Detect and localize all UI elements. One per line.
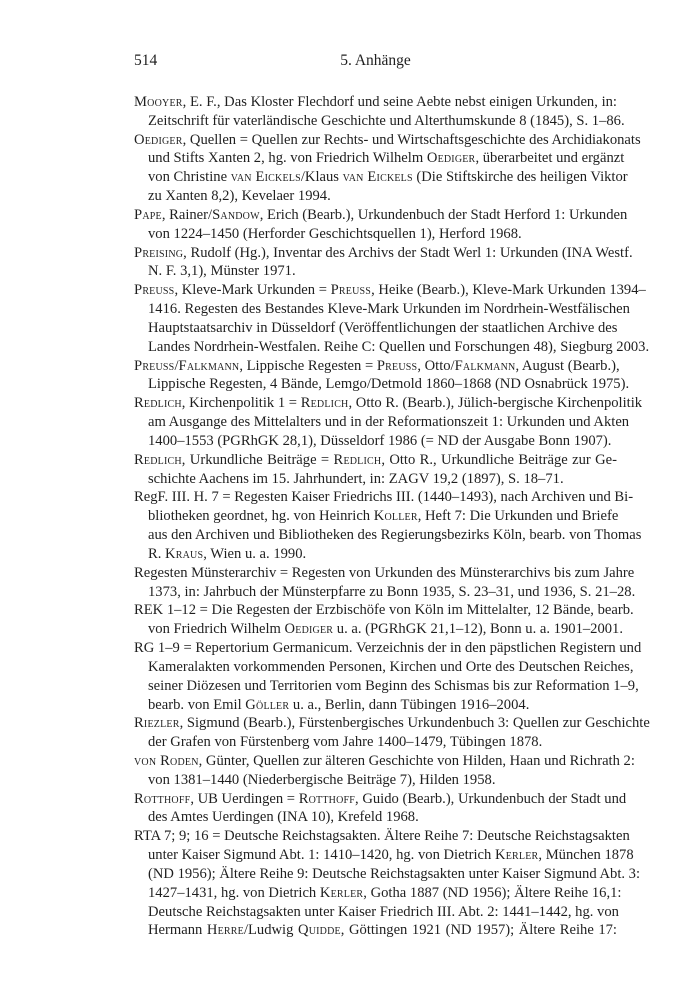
entry-continuation-line [134,865,641,884]
entry-text: , Lippische Regesten = [239,357,377,374]
author-name: van Eickels [230,169,301,186]
entry-text: /Ludwig [243,922,298,939]
bibliography-entry [134,244,633,282]
entry-first-line [134,564,635,583]
entry-first-line [134,206,628,225]
author-name: Koller [373,508,418,525]
entry-continuation-line [134,846,634,865]
entry-continuation-line [134,375,630,394]
entry-text: , Quellen = Quellen zur Rechts- und Wirtschaftsgeschichte des Archidiakonats [182,131,641,148]
bibliography-entry [134,601,634,639]
entry-continuation-line [134,921,617,940]
author-name: Oediger [134,131,183,148]
entry-continuation-line [134,413,630,432]
entry-text: /Klaus [300,169,343,186]
entry-text: RegF. III. H. 7 = Regesten Kaiser Friedrichs III. (1440–1493), nach Archiven und Bi- [134,489,634,506]
entry-text: zu Xanten 8,2), Kevelaer 1994. [148,188,331,205]
entry-text: , Heike (Bearb.), Kleve-Mark Urkunden 1394– [371,282,646,299]
entry-text: , München 1878 [538,847,634,864]
entry-text: unter Kaiser Sigmund Abt. 1: 1410–1420, hg. von Dietrich [148,847,495,864]
entry-first-line [134,752,635,771]
author-name: Rotthoff [298,790,356,807]
entry-text: , überarbeitet und ergänzt [475,150,625,167]
bibliography-entry [134,451,617,489]
entry-continuation-line [134,677,639,696]
entry-text: und Stifts Xanten 2, hg. von Friedrich Wilhelm [148,150,427,167]
chapter-title: 5. Anhänge [340,52,411,69]
entry-text: , UB Uerdingen = [190,790,299,807]
bibliography-entry [134,790,627,828]
entry-continuation-line [134,149,625,168]
bibliography-entry [134,281,650,356]
running-head [134,52,617,72]
entry-text: (ND 1956); Ältere Reihe 9: Deutsche Reichstagsakten unter Kaiser Sigmund Abt. 3: [148,865,641,882]
entry-text: / [174,357,179,374]
entry-text: von 1224–1450 (Herforder Geschichtsquellen 1), Herford 1968. [148,225,522,242]
entry-text: Hermann [148,922,207,939]
entry-text: Hauptstaatsarchiv in Düsseldorf (Veröffentlichungen der staatlichen Archive des [148,319,618,336]
entry-text: , Göttingen 1921 (ND 1957); Ältere Reihe 17: [340,922,617,939]
author-name: von Roden [134,752,199,769]
entry-text: , Rudolf (Hg.), Inventar des Archivs der Stadt Werl 1: Urkunden (INA Westf. [183,244,633,261]
entry-text: , Rainer/ [161,206,213,223]
entry-continuation-line [134,696,617,715]
entry-continuation-line [134,884,622,903]
entry-continuation-line [134,771,617,790]
entry-first-line [134,601,634,620]
author-name: Mooyer [134,94,183,110]
bibliography-entry [134,206,628,244]
bibliography-entry [134,564,636,602]
entry-first-line [134,790,627,809]
entry-continuation-line [134,658,634,677]
entry-text: Regesten Münsterarchiv = Regesten von Urkunden des Münsterarchivs bis zum Jahre [134,564,635,581]
entry-text: , E. F., Das Kloster Flechdorf und seine Aebte nebst einigen Urkunden, in: [182,94,617,110]
entry-text: , August (Bearb.), [515,357,620,374]
entry-first-line [134,131,641,150]
author-name: van Eickels [342,169,413,186]
entry-text: schichte Aachens im 15. Jahrhundert, in: ZAGV 19,2 (1897), S. 18–71. [148,470,564,487]
entry-text: u. a., Berlin, dann Tübingen 1916–2004. [289,696,530,713]
entry-first-line [134,488,634,507]
entry-text: aus den Archiven und Bibliotheken des Regierungsbezirks Köln, bearb. von Thomas [148,527,642,544]
author-name: Falkmann [178,357,240,374]
entry-text: , Urkundliche Beiträge = [181,451,334,468]
entry-first-line [134,93,617,112]
author-name: Preising [134,244,184,261]
author-name: Göller [245,696,290,713]
entry-first-line [134,244,633,263]
author-name: Preuss [376,357,418,374]
author-name: Herre [206,922,244,939]
author-name: Kerler [494,847,539,864]
entry-text: der Grafen von Fürstenberg vom Jahre 1400–1479, Tübingen 1878. [148,734,543,751]
entry-first-line [134,827,630,846]
entry-text: Zeitschrift für vaterländische Geschichte und Alterthumskunde 8 (1845), S. 1–86. [148,112,625,129]
author-name: Redlich [134,451,182,468]
entry-continuation-line [134,300,630,319]
entry-continuation-line [134,903,617,922]
bibliography-list [134,93,650,940]
entry-text: Landes Nordrhein-Westfalen. Reihe C: Quellen und Forschungen 48), Siegburg 2003. [148,338,650,355]
entry-text: RTA 7; 9; 16 = Deutsche Reichstagsakten. Ältere Reihe 7: Deutsche Reichstagsakten [134,828,630,845]
entry-text: 1373, in: Jahrbuch der Münsterpfarre zu Bonn 1935, S. 23–31, und 1936, S. 21–28. [148,583,636,600]
author-name: Preuss [134,357,175,374]
entry-continuation-line [134,262,617,281]
entry-continuation-line [134,470,617,489]
bibliography-entry [134,639,642,714]
entry-text: , Erich (Bearb.), Urkundenbuch der Stadt Herford 1: Urkunden [259,206,628,223]
author-name: Kerler [319,884,364,901]
author-name: Pape [134,206,162,223]
entry-text: R. [148,545,166,562]
entry-continuation-line [134,545,617,564]
entry-continuation-line [134,526,642,545]
entry-text: , Otto/ [417,357,455,374]
entry-continuation-line [134,507,617,526]
entry-text: bliotheken geordnet, hg. von Heinrich [148,508,374,525]
entry-text: u. a. (PGRhGK 21,1–12), Bonn u. a. 1901–2001. [333,621,623,638]
author-name: Kraus [165,545,204,562]
bibliography-entry [134,752,635,790]
entry-text: , Kirchenpolitik 1 = [181,395,301,412]
author-name: Sandow [212,206,260,223]
bibliography-entry [134,93,625,131]
entry-continuation-line [134,319,617,338]
entry-first-line [134,281,646,300]
entry-text: , Günter, Quellen zur älteren Geschichte von Hilden, Haan und Richrath 2: [198,752,635,769]
entry-text: N. F. 3,1), Münster 1971. [148,263,296,280]
author-name: Quidde [297,922,341,939]
entry-text: bearb. von Emil [148,696,246,713]
entry-continuation-line [134,583,636,602]
entry-first-line [134,639,642,658]
author-name: Redlich [333,451,382,468]
entry-text: 1400–1553 (PGRhGK 28,1), Düsseldorf 1986 (= ND der Ausgabe Bonn 1907). [148,432,612,449]
entry-text: von Friedrich Wilhelm [148,621,285,638]
entry-first-line [134,451,617,470]
entry-text: , Guido (Bearb.), Urkundenbuch der Stadt und [355,790,627,807]
page-number: 514 [134,52,158,69]
entry-text: REK 1–12 = Die Regesten der Erzbischöfe von Köln im Mittelalter, 12 Bände, bearb. [134,602,634,619]
entry-text: RG 1–9 = Repertorium Germanicum. Verzeichnis der in den päpstlichen Registern und [134,640,642,657]
bibliography-entry [134,488,642,563]
entry-text: , Gotha 1887 (ND 1956); Ältere Reihe 16,1: [363,884,622,901]
entry-text: von Christine [148,169,231,186]
entry-first-line [134,714,650,733]
author-name: Redlich [134,395,182,412]
author-name: Redlich [300,395,349,412]
bibliography-entry [134,394,643,450]
bibliography-entry [134,827,641,940]
author-name: Preuss [134,282,175,299]
entry-text: , Sigmund (Bearb.), Fürstenbergisches Urkundenbuch 3: Quellen zur Geschichte [179,715,650,732]
entry-text: seiner Diözesen und Territorien vom Beginn des Schismas bis zur Reformation 1–9, [148,677,639,694]
entry-continuation-line [134,225,617,244]
entry-text: von 1381–1440 (Niederbergische Beiträge 7), Hilden 1958. [148,771,496,788]
entry-continuation-line [134,808,617,827]
author-name: Preuss [330,282,372,299]
entry-continuation-line [134,432,617,451]
entry-text: , Wien u. a. 1990. [203,545,307,562]
entry-continuation-line [134,168,628,187]
entry-text: Deutsche Reichstagsakten unter Kaiser Friedrich III. Abt. 2: 1441–1442, hg. von [148,903,619,920]
entry-continuation-line [134,620,623,639]
entry-text: 1427–1431, hg. von Dietrich [148,884,320,901]
bibliography-entry [134,131,641,206]
entry-text: Kameralakten vorkommenden Personen, Kirchen und Orte des Deutschen Reiches, [148,658,634,675]
entry-text: am Ausgange des Mittelalters und in der Reformationszeit 1: Urkunden und Akten [148,414,630,431]
entry-continuation-line [134,733,617,752]
bibliography-entry [134,357,630,395]
author-name: Rotthoff [134,790,191,807]
entry-text: (Die Stiftskirche des heiligen Viktor [412,169,628,186]
entry-continuation-line [134,112,625,131]
entry-text: , Otto R., Urkundliche Beiträge zur Ge- [381,451,618,468]
entry-text: Lippische Regesten, 4 Bände, Lemgo/Detmold 1860–1868 (ND Osnabrück 1975). [148,376,630,393]
entry-continuation-line [134,338,650,357]
author-name: Falkmann [454,357,516,374]
author-name: Riezler [134,715,180,732]
entry-first-line [134,357,620,376]
entry-text: , Heft 7: Die Urkunden und Briefe [417,508,619,525]
entry-text: 1416. Regesten des Bestandes Kleve-Mark Urkunden im Nordrhein-Westfälischen [148,301,630,318]
author-name: Oediger [284,621,334,638]
entry-first-line [134,394,643,413]
entry-text: des Amtes Uerdingen (INA 10), Krefeld 1968. [148,809,419,826]
entry-text: , Kleve-Mark Urkunden = [174,282,331,299]
entry-text: , Otto R. (Bearb.), Jülich-bergische Kirchenpolitik [348,395,643,412]
entry-continuation-line [134,187,617,206]
author-name: Oediger [426,150,476,167]
bibliography-entry [134,714,650,752]
